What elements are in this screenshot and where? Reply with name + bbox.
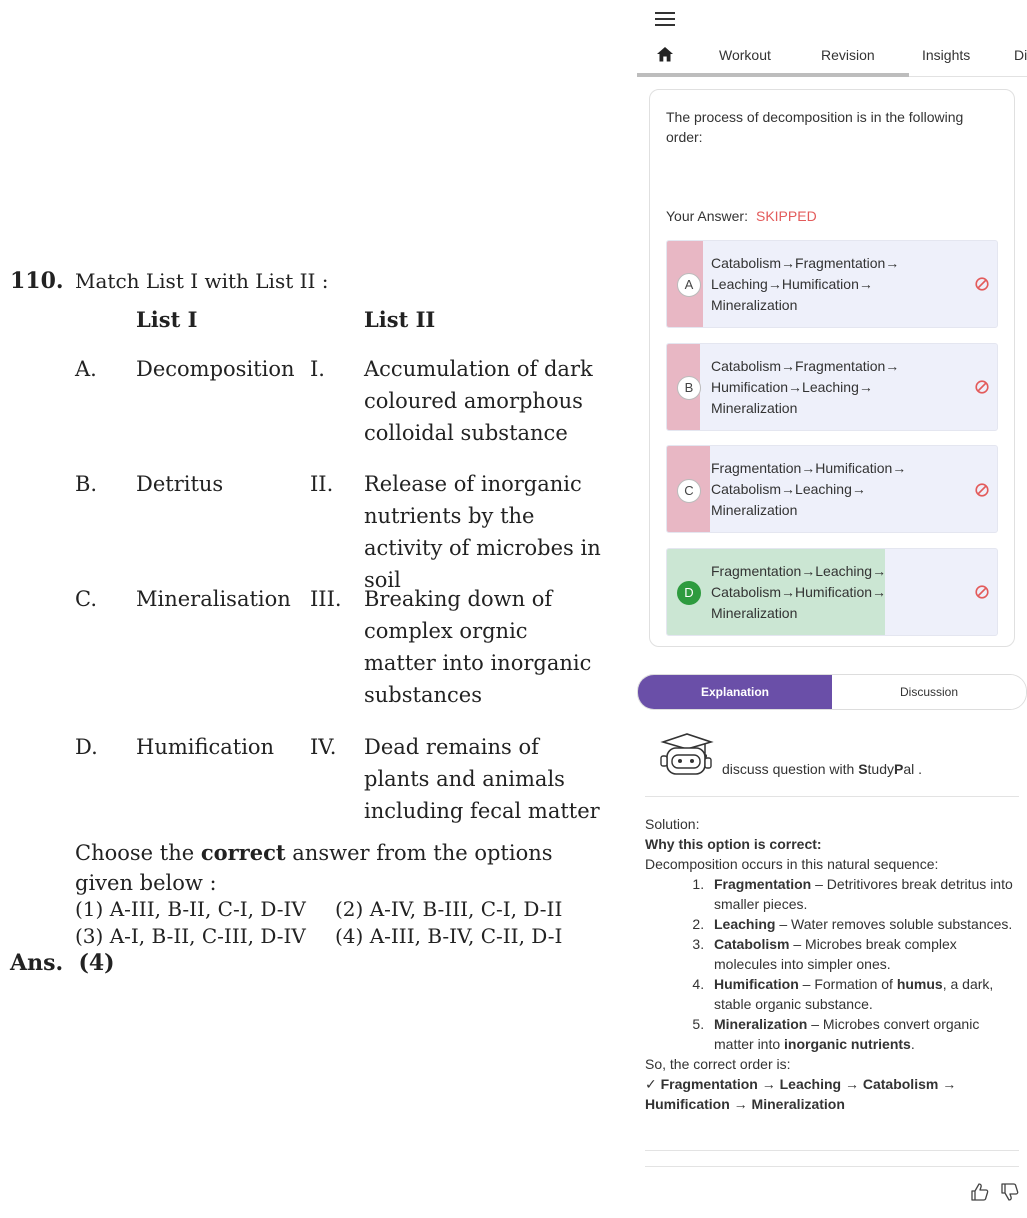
tab-insights[interactable]: Insights [922, 47, 971, 63]
thumbs-down-icon[interactable] [1000, 1182, 1020, 1202]
row-roman: II. [310, 472, 334, 496]
studypal-robot-icon[interactable] [657, 730, 715, 780]
option-text: Catabolism→Fragmentation→ Leaching→Humification→ Mineralization [711, 255, 900, 313]
row-term: Detritus [136, 472, 224, 496]
solution-final: ✓ Fragmentation → Leaching → Catabolism → Humification → Mineralization [645, 1076, 957, 1112]
hamburger-menu-icon[interactable] [655, 12, 675, 28]
ban-icon [975, 483, 989, 497]
tab-home[interactable] [656, 46, 674, 66]
your-answer: Your Answer: SKIPPED [666, 208, 817, 224]
choose-instruction: Choose the correct answer from the options given below : [75, 840, 553, 895]
row-roman: III. [310, 587, 342, 611]
home-icon [656, 46, 674, 63]
tab-active-indicator [637, 73, 909, 77]
option-d[interactable] [666, 548, 998, 636]
list-item: 3. Catabolism – Microbes break complex molecules into simpler ones. [708, 934, 1019, 974]
row-desc: Breaking down of complex orgnic matter into inorganic substances [364, 587, 592, 707]
explanation-tab[interactable]: Explanation [638, 675, 832, 709]
row-letter: D. [75, 735, 98, 759]
list-item: 2. Leaching – Water removes soluble substances. [708, 914, 1019, 934]
question-prompt: Match List I with List II : [75, 269, 329, 293]
row-desc: Accumulation of dark coloured amorphous colloidal substance [364, 357, 593, 445]
row-term: Decomposition [136, 357, 295, 381]
answer-option: (3) A-I, B-II, C-III, D-IV [75, 924, 306, 948]
card-question-text: The process of decomposition is in the following order: [666, 109, 964, 145]
question-card [649, 89, 1015, 647]
row-term: Humification [136, 735, 275, 759]
tab-bar [637, 38, 1027, 77]
row-term: Mineralisation [136, 587, 291, 611]
answer-line: Ans. (4) [10, 950, 115, 976]
row-desc: Release of inorganic nutrients by the activity of microbes in soil [364, 472, 601, 592]
explanation-discussion-toggle [637, 674, 1027, 710]
row-letter: C. [75, 587, 97, 611]
solution-body [645, 814, 1019, 1114]
solution-heading: Solution: [645, 816, 700, 832]
thumbs-up-icon[interactable] [970, 1182, 990, 1202]
studypal-link[interactable]: discuss question with StudyPal . [722, 761, 923, 777]
divider [645, 1166, 1019, 1167]
question-number: 110. [10, 268, 64, 294]
solution-so: So, the correct order is: [645, 1056, 791, 1072]
row-desc: Dead remains of plants and animals including fecal matter [364, 735, 600, 823]
list-item: 4. Humification – Formation of humus, a dark, stable organic substance. [708, 974, 1019, 1014]
ban-icon [975, 380, 989, 394]
row-roman: I. [310, 357, 325, 381]
option-a[interactable] [666, 240, 998, 328]
divider [645, 796, 1019, 797]
option-c[interactable] [666, 445, 998, 533]
tab-discussion[interactable]: Di [1014, 47, 1027, 63]
option-letter-correct: D [677, 581, 701, 605]
list1-header: List I [136, 307, 198, 332]
ban-icon [975, 277, 989, 291]
steps-list [645, 874, 1019, 1054]
why-heading: Why this option is correct: [645, 836, 822, 852]
tab-revision[interactable]: Revision [821, 47, 875, 63]
option-text: Fragmentation→Humification→ Catabolism→Leaching→ Mineralization [711, 460, 907, 518]
row-letter: A. [75, 357, 97, 381]
answer-option: (2) A-IV, B-III, C-I, D-II [335, 897, 563, 921]
solution-intro: Decomposition occurs in this natural sequence: [645, 856, 939, 872]
list-item: 5. Mineralization – Microbes convert organic matter into inorganic nutrients. [708, 1014, 1019, 1054]
row-roman: IV. [310, 735, 337, 759]
list-item: 1. Fragmentation – Detritivores break detritus into smaller pieces. [708, 874, 1019, 914]
answer-option: (4) A-III, B-IV, C-II, D-I [335, 924, 563, 948]
option-letter: C [677, 479, 701, 503]
option-text: Fragmentation→Leaching→ Catabolism→Humification→ Mineralization [711, 563, 887, 621]
divider [645, 1150, 1019, 1151]
option-text: Catabolism→Fragmentation→ Humification→Leaching→ Mineralization [711, 358, 900, 416]
tab-workout[interactable]: Workout [719, 47, 771, 63]
answer-option: (1) A-III, B-II, C-I, D-IV [75, 897, 306, 921]
option-letter: B [677, 376, 701, 400]
discussion-tab[interactable]: Discussion [832, 675, 1026, 709]
skipped-badge: SKIPPED [755, 208, 817, 224]
list2-header: List II [364, 307, 436, 332]
option-b[interactable] [666, 343, 998, 431]
app-panel [637, 0, 1027, 1218]
option-letter: A [677, 273, 701, 297]
ban-icon [975, 585, 989, 599]
row-letter: B. [75, 472, 98, 496]
